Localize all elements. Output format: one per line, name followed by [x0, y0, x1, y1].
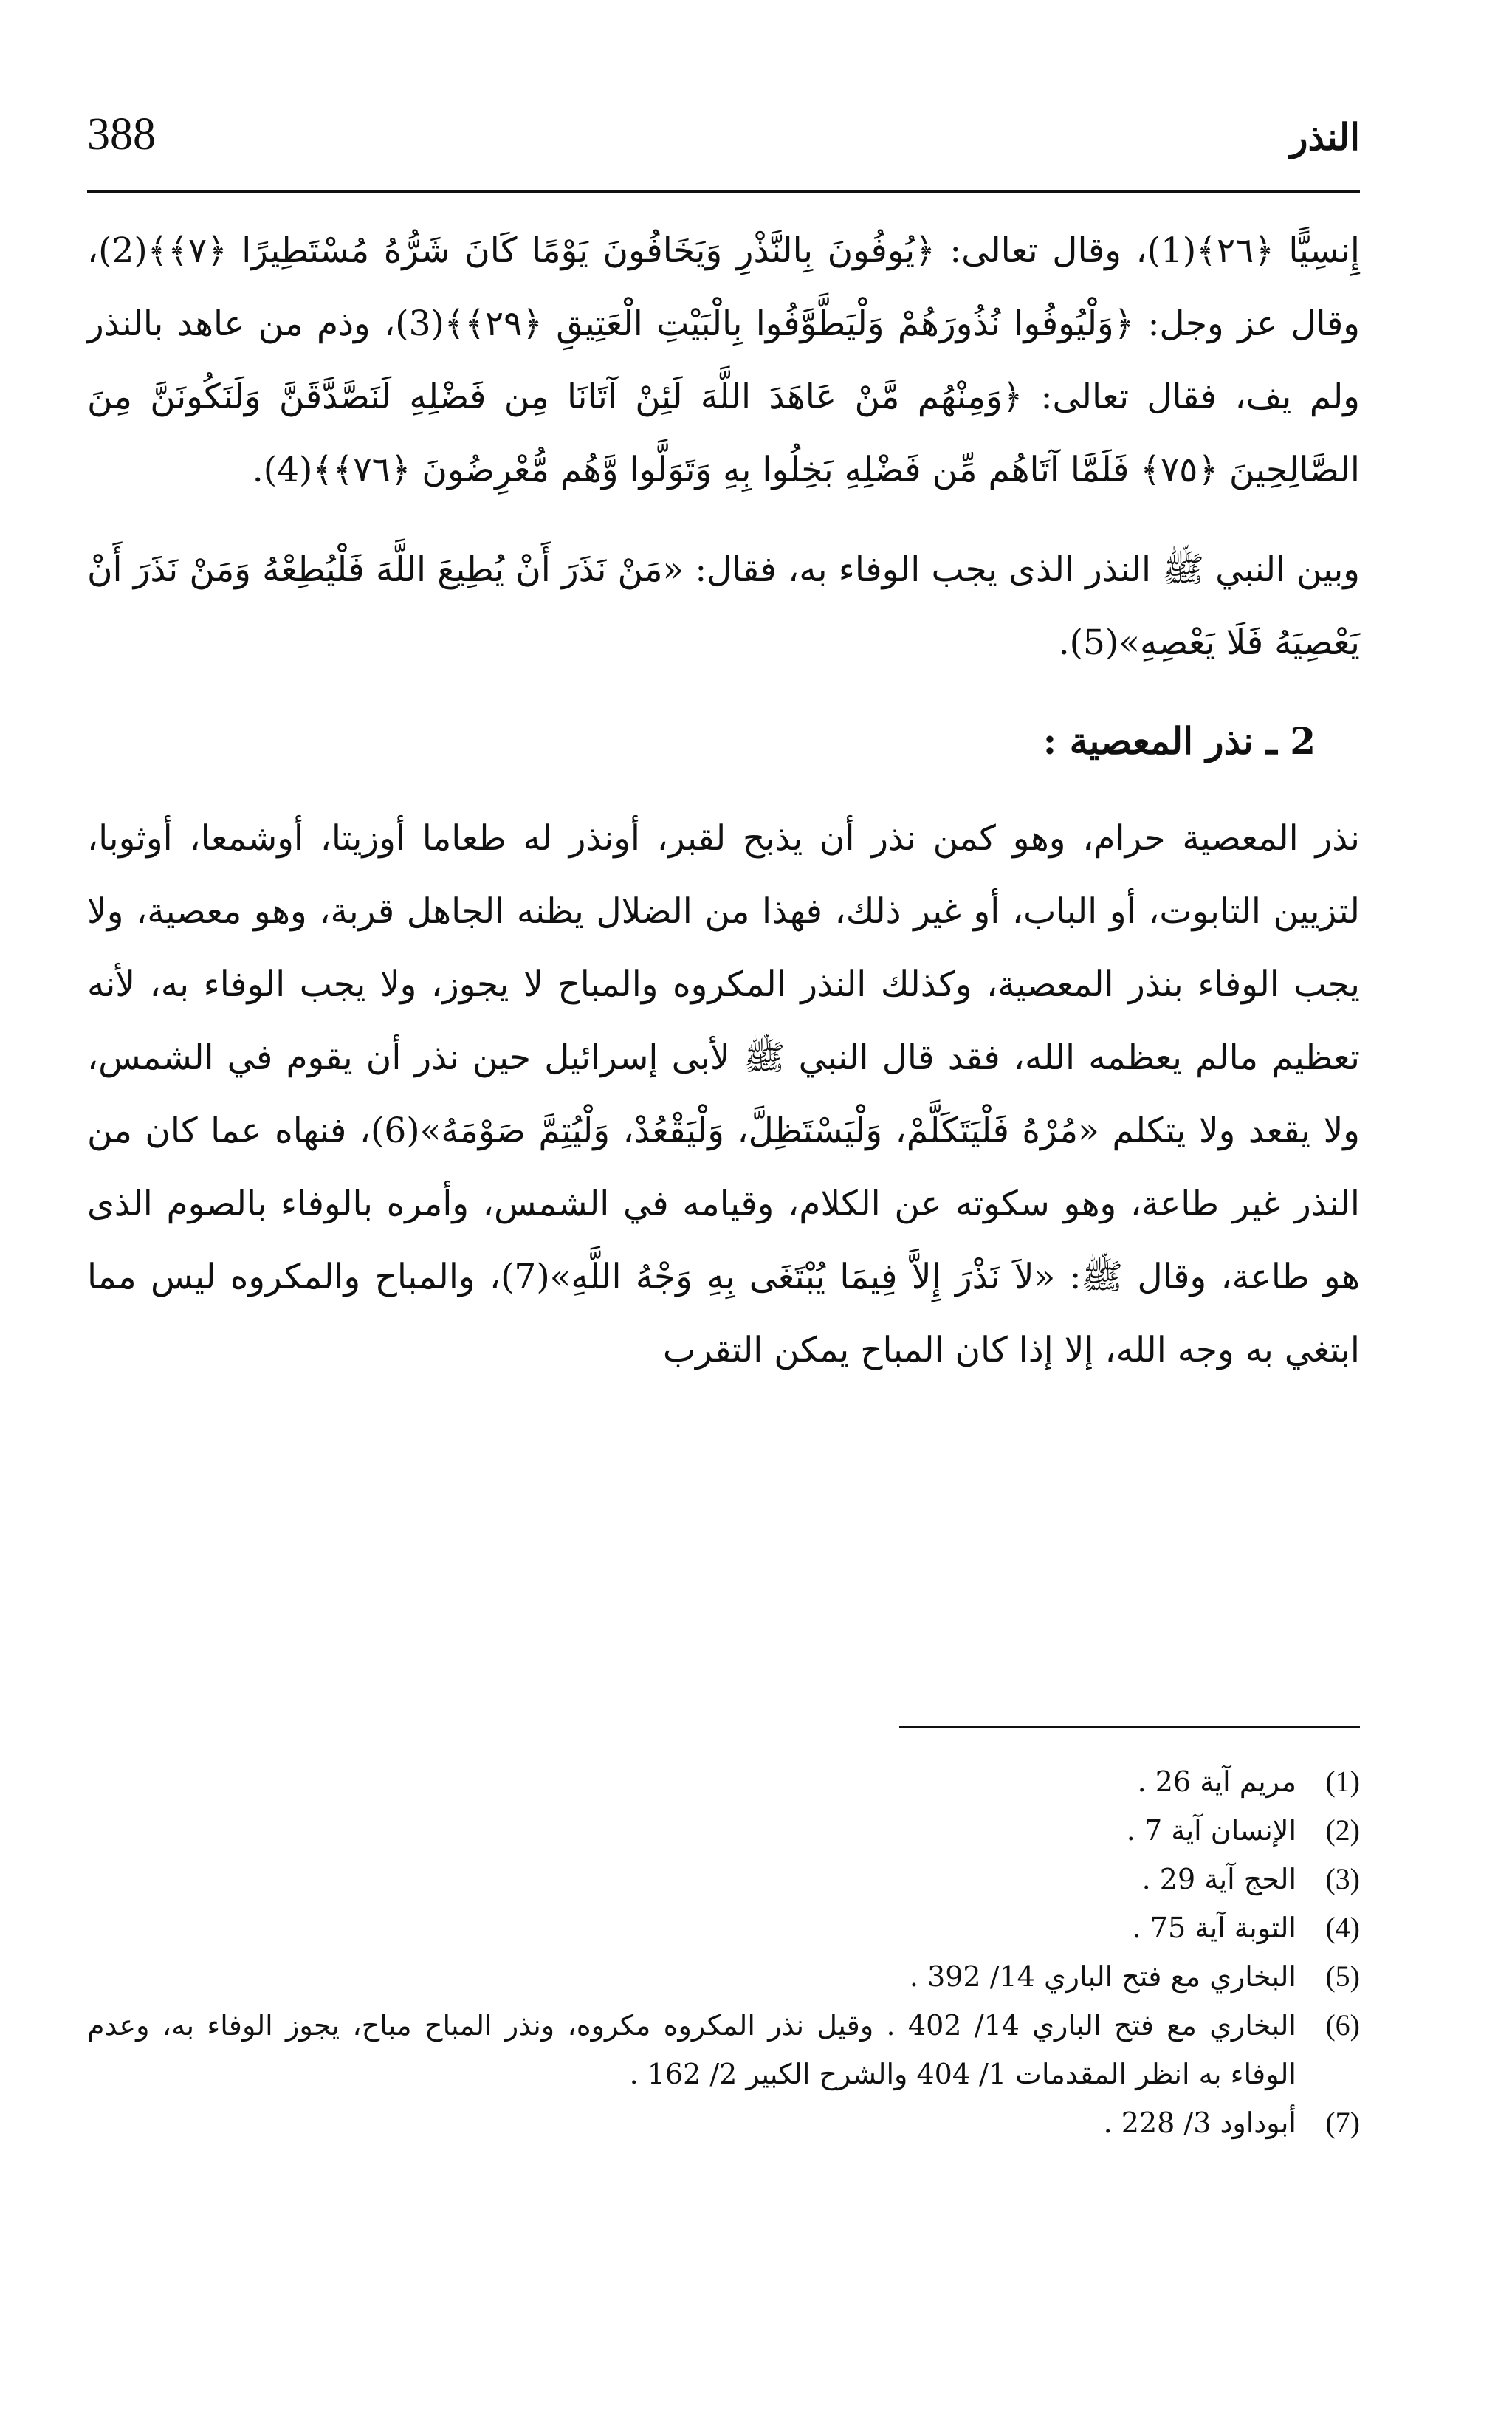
footnote-number: (1) [1325, 1765, 1360, 1798]
paragraph-quran-verses: إِنسِيًّا ﴿٢٦﴾(1)، وقال تعالى: ﴿يُوفُونَ بِالنَّذْرِ وَيَخَافُونَ يَوْمًا كَانَ شَرُّهُ مُسْتَطِيرًا ﴿٧﴾﴾(2)، وقال عز وجل: ﴿وَلْيُوفُوا نُذُورَهُمْ وَلْيَطَّوَّفُوا بِالْبَيْتِ الْعَتِيقِ ﴿٢٩﴾﴾(3)، وذم من عاهد بالنذر ولم يف، فقال تعالى: ﴿وَمِنْهُم مَّنْ عَاهَدَ اللَّهَ لَئِنْ آتَانَا مِن فَضْلِهِ لَنَصَّدَّقَنَّ وَلَنَكُونَنَّ مِنَ الصَّالِحِينَ ﴿٧٥﴾ فَلَمَّا آتَاهُم مِّن فَضْلِهِ بَخِلُوا بِهِ وَتَوَلَّوا وَّهُم مُّعْرِضُونَ ﴿٧٦﴾﴾(4). [87, 230, 1360, 490]
footnote-item [87, 1855, 1360, 1903]
running-title: النذر [1290, 115, 1360, 159]
page-content [87, 103, 1360, 2348]
footnote-item [87, 1757, 1360, 1806]
footnote-number: (3) [1325, 1862, 1360, 1895]
footnote-text: البخاري مع فتح الباري 14/ 402 . وقيل نذر المكروه مكروه، ونذر المباح مباح، يجوز الوفاء به، وعدم الوفاء به انظر المقدمات 1/ 404 والشرح الكبير 2/ 162 . [87, 2009, 1296, 2090]
paragraph-hadith: وبين النبي ﷺ النذر الذى يجب الوفاء به، فقال: «مَنْ نَذَرَ أَنْ يُطِيعَ اللَّهَ فَلْيُطِعْهُ وَمَنْ نَذَرَ أَنْ يَعْصِيَهُ فَلَا يَعْصِهِ»(5). [87, 549, 1360, 663]
footnote-text: الحج آية 29 . [1141, 1863, 1296, 1895]
footnote-number: (7) [1325, 2106, 1360, 2139]
section-heading: 2 ـ نذر المعصية : [1042, 719, 1316, 763]
footnote-divider [899, 1726, 1360, 1728]
footnote-number: (5) [1325, 1960, 1360, 1993]
footnote-item [87, 1952, 1360, 2001]
footnote-number: (6) [1325, 2008, 1360, 2042]
footnote-text: أبوداود 3/ 228 . [1103, 2107, 1296, 2139]
footnote-text: التوبة آية 75 . [1132, 1912, 1296, 1944]
footnote-number: (2) [1325, 1813, 1360, 1847]
footnote-number: (4) [1325, 1911, 1360, 1944]
footnotes [87, 1757, 1360, 2147]
header-divider [87, 190, 1360, 193]
page-number: 388 [87, 109, 156, 159]
footnote-item [87, 2001, 1360, 2098]
footnote-item [87, 2098, 1360, 2147]
footnote-item [87, 1806, 1360, 1855]
footnote-item [87, 1903, 1360, 1952]
main-text [87, 214, 1360, 1387]
footnote-text: البخاري مع فتح الباري 14/ 392 . [909, 1960, 1296, 1993]
page-header [87, 103, 1360, 177]
paragraph-sin-vow: نذر المعصية حرام، وهو كمن نذر أن يذبح لقبر، أونذر له طعاما أوزيتا، أوشمعا، أوثوبا، لتزيين التابوت، أو الباب، أو غير ذلك، فهذا من الضلال يظنه الجاهل قربة، وهو معصية، ولا يجب الوفاء بنذر المعصية، وكذلك النذر المكروه والمباح لا يجوز، ولا يجب الوفاء به، لأنه تعظيم مالم يعظمه الله، فقد قال النبي ﷺ لأبى إسرائيل حين نذر أن يقوم في الشمس، ولا يقعد ولا يتكلم «مُرْهُ فَلْيَتَكَلَّمْ، وَلْيَسْتَظِلَّ، وَلْيَقْعُدْ، وَلْيُتِمَّ صَوْمَهُ»(6)، فنهاه عما كان من النذر غير طاعة، وهو سكوته عن الكلام، وقيامه في الشمس، وأمره بالوفاء بالصوم الذى هو طاعة، وقال ﷺ: «لاَ نَذْرَ إِلاَّ فِيمَا يُبْتَغَى بِهِ وَجْهُ اللَّهِ»(7)، والمباح والمكروه ليس مما ابتغي به وجه الله، إلا إذا كان المباح يمكن التقرب [87, 818, 1361, 1370]
footnote-text: الإنسان آية 7 . [1126, 1814, 1296, 1847]
footnote-text: مريم آية 26 . [1137, 1765, 1296, 1798]
